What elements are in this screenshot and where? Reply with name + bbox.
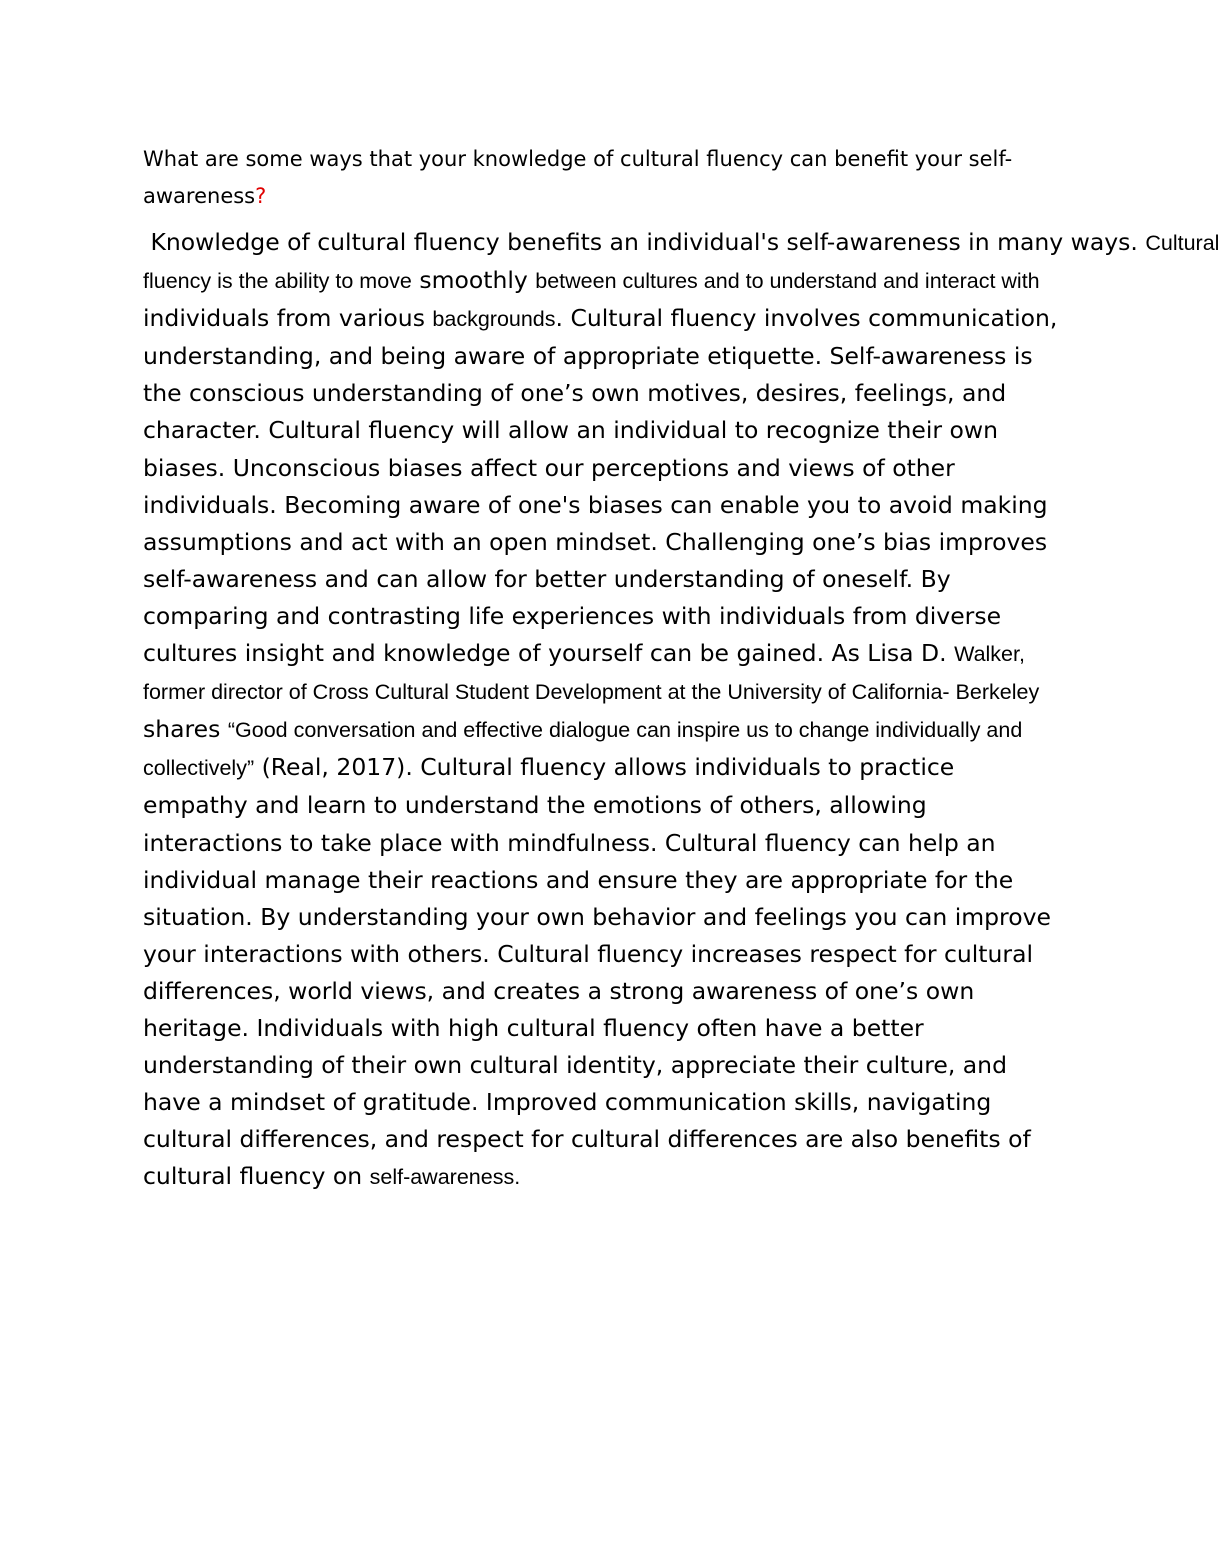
answer-segment: shares — [143, 715, 228, 744]
answer-segment: “Good conversation and effective dialogue can inspire us to change individually and collectively” — [143, 718, 1023, 781]
answer-segment: . Cultural fluency involves communication, understanding, and being aware of appropriate etiquette. Self-awareness is the conscious understanding of one’s own motives, desires, feelings, and character. Cultural fluency will allow an individual to recognize their own biases. Unconscious biases affect our perceptions and views of other individuals. Becoming aware of one's biases can enable you to avoid making assumptions and act with an open mindset. Challenging one’s bias improves self-awareness and can allow for better understanding of oneself. By comparing and contrasting life experiences with individuals from diverse cultures insight and knowledge of yourself can be gained. As Lisa D. — [143, 304, 1058, 668]
answer-segment: Walker, former director of Cross Cultural Student Development at the University of California- Berkeley — [143, 642, 1040, 705]
answer-segment: smoothly — [411, 266, 536, 295]
answer-segment: backgrounds — [432, 307, 556, 332]
answer-paragraph — [143, 224, 1219, 1196]
answer-segment: Cultural fluency is the ability to move — [143, 231, 1219, 294]
answer-segment: between cultures and to understand and interact with — [535, 269, 1040, 294]
question-text: What are some ways that your knowledge of cultural fluency can benefit your self-awareness — [143, 147, 1013, 208]
question-mark: ? — [255, 184, 267, 208]
answer-segment: Knowledge of cultural fluency benefits an individual's self-awareness in many ways. — [143, 228, 1146, 256]
answer-segment: individuals from various — [143, 304, 433, 333]
answer-segment: (Real, 2017). Cultural fluency allows individuals to practice empathy and learn to understand the emotions of others, allowing interactions to take place with mindfulness. Cultural fluency can help an individual manage their reactions and ensure they are appropriate for the situation. By understanding your own behavior and feelings you can improve your interactions with others. Cultural fluency increases respect for cultural differences, world views, and creates a strong awareness of one’s own heritage. Individuals with high cultural fluency often have a better understanding of their own cultural identity, appreciate their culture, and have a mindset of gratitude. Improved communication skills, navigating cultural differences, and respect for cultural differences are also benefits of cultural fluency on — [143, 753, 1051, 1191]
answer-segment: self-awareness. — [369, 1165, 521, 1190]
question-heading — [143, 141, 1043, 215]
